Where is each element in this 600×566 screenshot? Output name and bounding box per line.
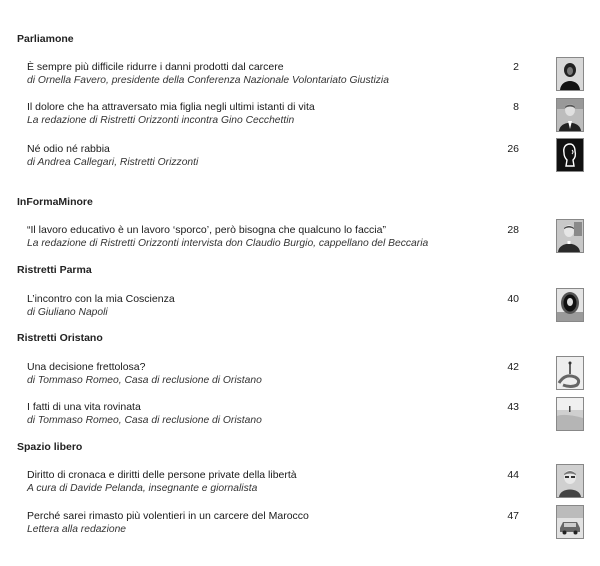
page-number: 28: [507, 224, 519, 236]
man-portrait-icon: [556, 98, 584, 132]
spiral-road-icon: [556, 356, 584, 390]
section-title-ristretti-parma: Ristretti Parma: [17, 264, 92, 276]
entry-title[interactable]: Una decisione frettolosa?: [27, 361, 146, 373]
entry-author: di Tommaso Romeo, Casa di reclusione di Oristano: [27, 415, 262, 426]
entry-author: La redazione di Ristretti Orizzonti intervista don Claudio Burgio, cappellano del Beccaria: [27, 238, 429, 249]
section-title-informaminore: InFormaMinore: [17, 196, 93, 208]
entry-author: Lettera alla redazione: [27, 524, 127, 535]
entry-author: di Ornella Favero, presidente della Conferenza Nazionale Volontariato Giustizia: [27, 75, 389, 86]
entry-title[interactable]: “Il lavoro educativo è un lavoro ‘sporco’, però bisogna che qualcuno lo faccia”: [27, 224, 386, 236]
desert-figure-icon: [556, 397, 584, 431]
street-car-icon: [556, 505, 584, 539]
priest-portrait-icon: [556, 219, 584, 253]
section-title-parliamone: Parliamone: [17, 33, 74, 45]
entry-title[interactable]: È sempre più difficile ridurre i danni prodotti dal carcere: [27, 61, 284, 73]
entry-author: di Tommaso Romeo, Casa di reclusione di Oristano: [27, 375, 262, 386]
entry-title[interactable]: L’incontro con la mia Coscienza: [27, 293, 175, 305]
silhouette-woman-icon: [556, 138, 584, 172]
section-title-ristretti-oristano: Ristretti Oristano: [17, 332, 103, 344]
entry-author: La redazione di Ristretti Orizzonti incontra Gino Cecchettin: [27, 115, 295, 126]
entry-author: A cura di Davide Pelanda, insegnante e giornalista: [27, 483, 258, 494]
section-title-spazio-libero: Spazio libero: [17, 441, 83, 453]
entry-title[interactable]: Il dolore che ha attraversato mia figlia negli ultimi istanti di vita: [27, 101, 315, 113]
entry-title[interactable]: I fatti di una vita rovinata: [27, 401, 141, 413]
journalist-portrait-icon: [556, 464, 584, 498]
entry-author: di Andrea Callegari, Ristretti Orizzonti: [27, 157, 199, 168]
page-number: 47: [507, 510, 519, 522]
page-number: 40: [507, 293, 519, 305]
page-number: 26: [507, 143, 519, 155]
entry-title[interactable]: Perché sarei rimasto più volentieri in un carcere del Marocco: [27, 510, 309, 522]
mirror-icon: [556, 288, 584, 322]
page-number: 8: [513, 101, 519, 113]
entry-title[interactable]: Diritto di cronaca e diritti delle persone private della libertà: [27, 469, 297, 481]
page-number: 43: [507, 401, 519, 413]
entry-author: di Giuliano Napoli: [27, 307, 108, 318]
page-number: 2: [513, 61, 519, 73]
entry-title[interactable]: Né odio né rabbia: [27, 143, 110, 155]
page-number: 42: [507, 361, 519, 373]
person-portrait-dark-icon: [556, 57, 584, 91]
page-number: 44: [507, 469, 519, 481]
